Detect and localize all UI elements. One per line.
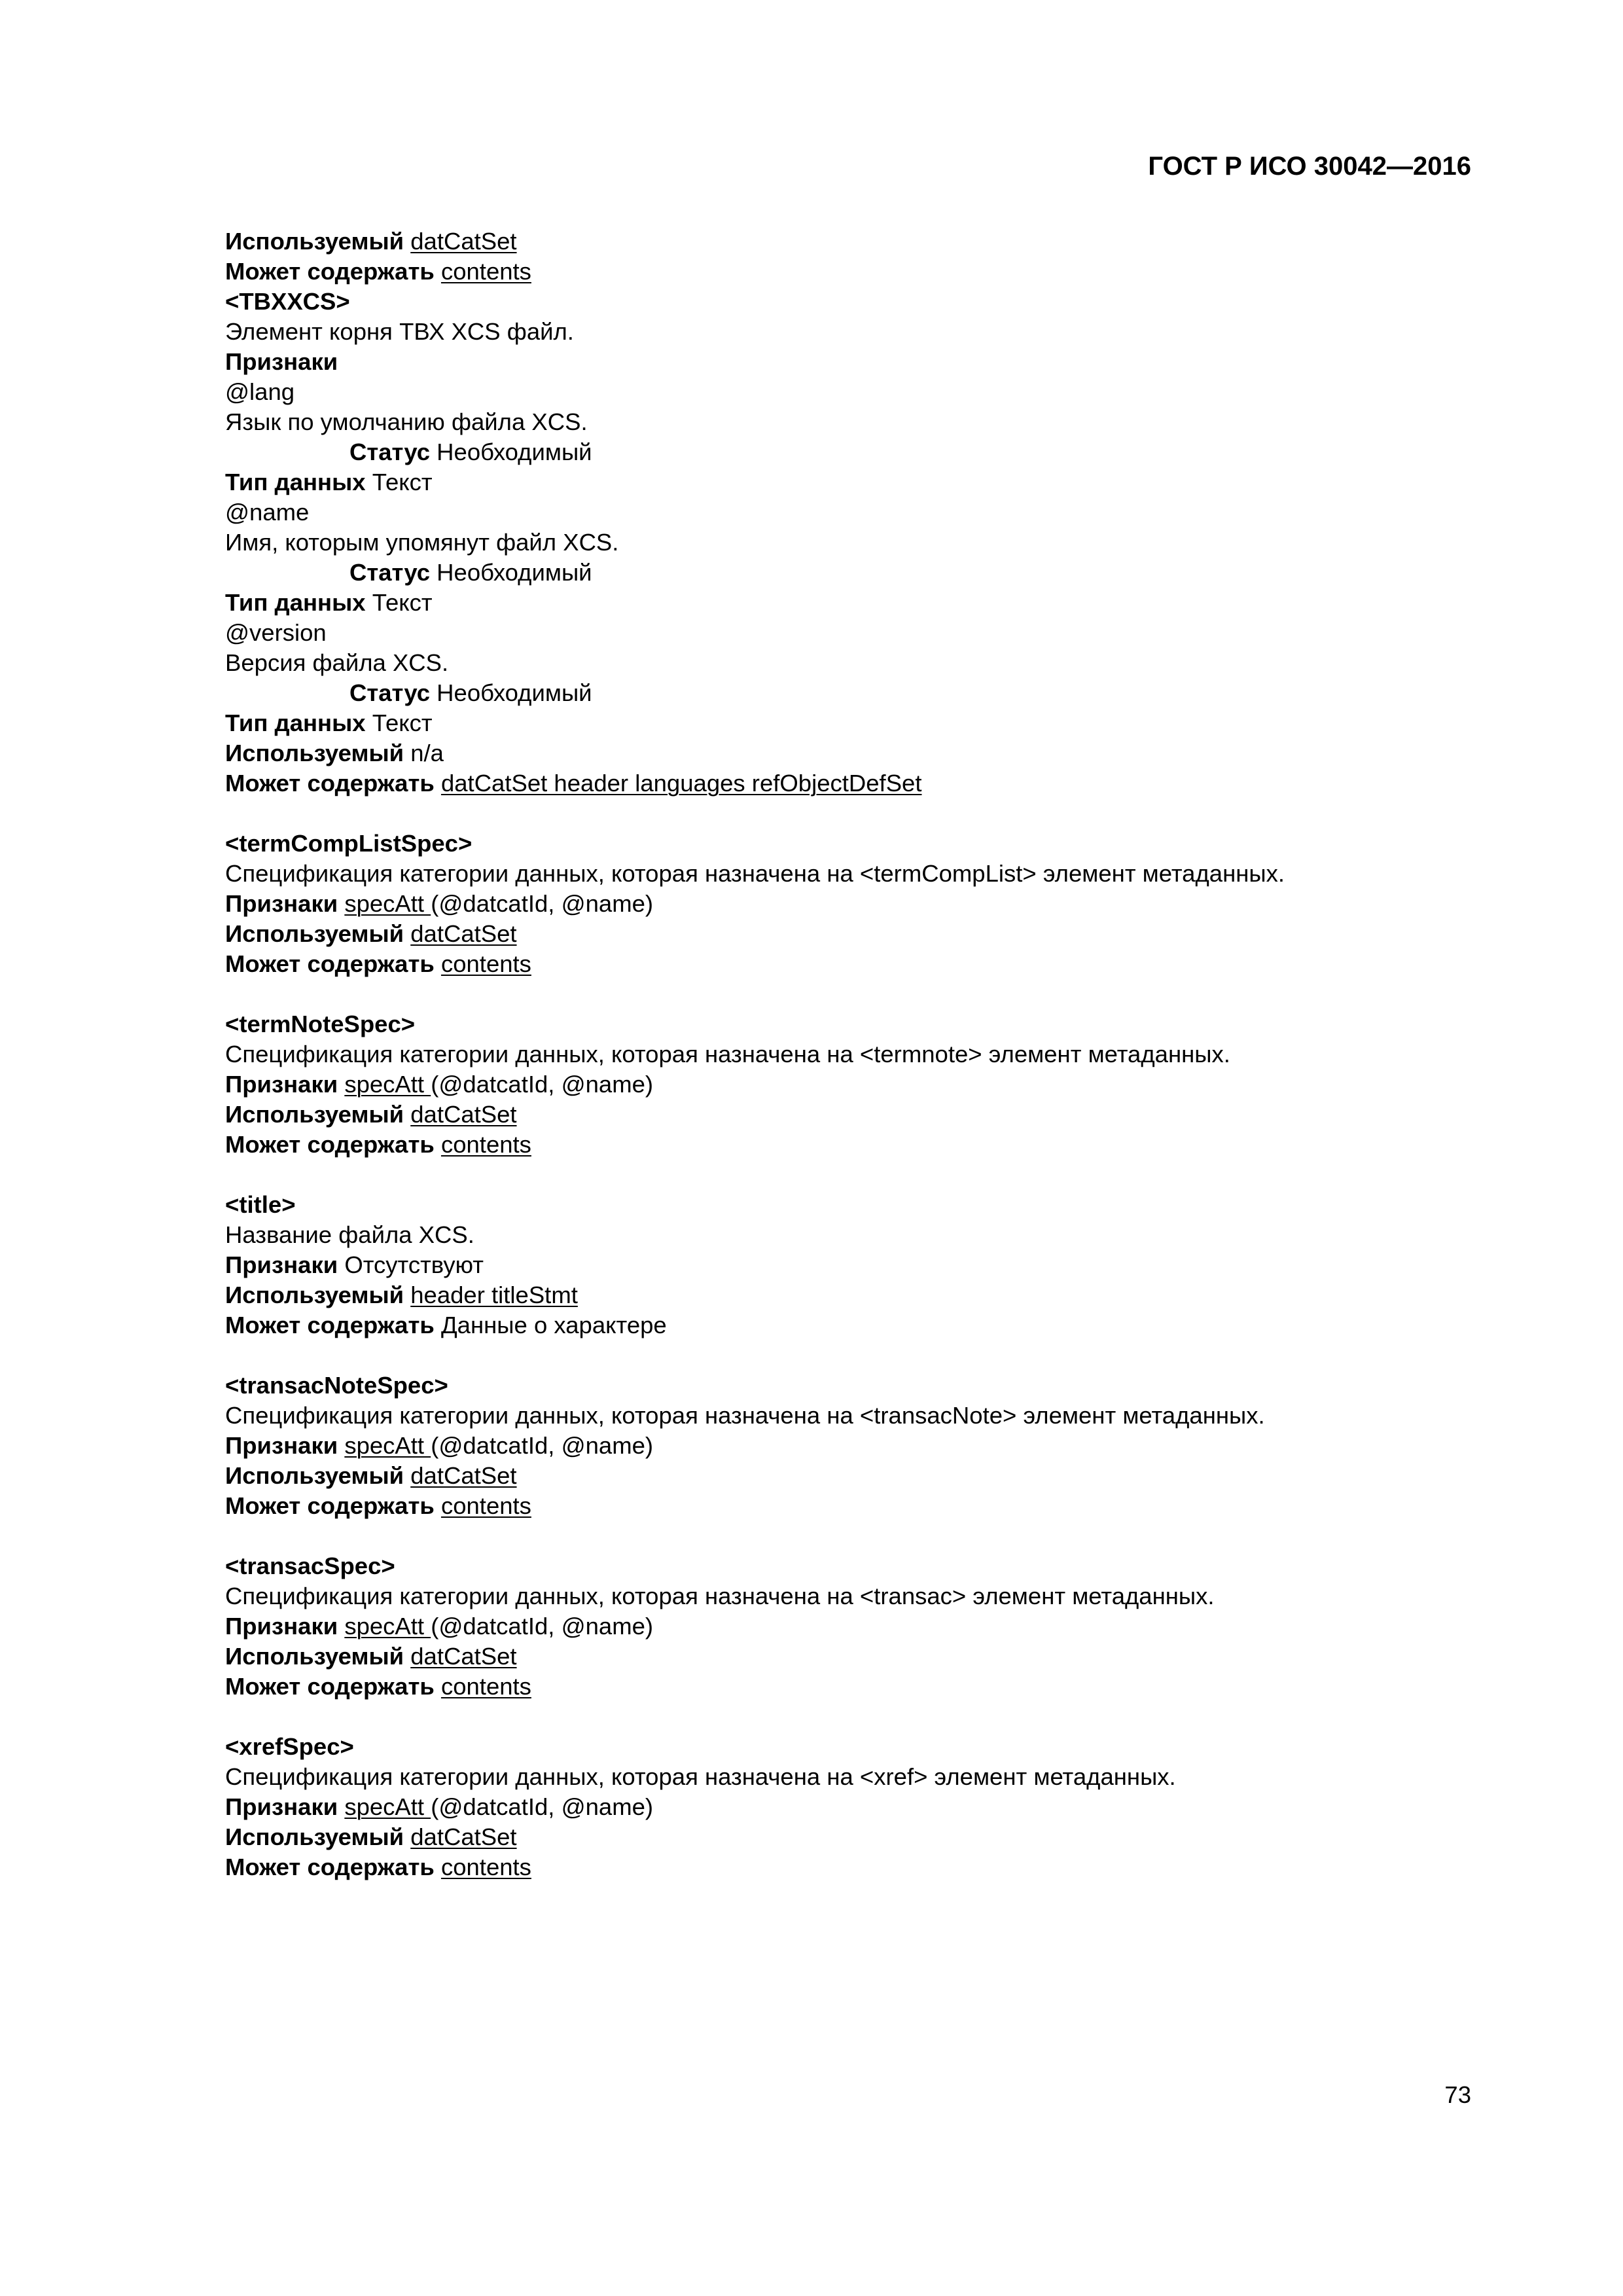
specatt-link[interactable]: specAtt — [344, 1071, 431, 1098]
used-line: Используемый n/a — [225, 740, 444, 766]
contains-link[interactable]: datCatSet header languages refObjectDefSet — [440, 770, 922, 797]
datcatset-link[interactable]: datCatSet — [410, 228, 517, 255]
attributes-heading: Признаки — [225, 348, 338, 375]
attribute-description: Имя, которым упомянут файл XCS. — [225, 529, 619, 556]
element-heading-title: <title> — [225, 1191, 296, 1218]
used-line: Используемый datCatSet — [225, 1643, 517, 1670]
document-body — [225, 226, 1501, 1882]
specatt-link[interactable]: specAtt — [344, 1432, 431, 1459]
element-description: Название файла XCS. — [225, 1221, 474, 1248]
attribute-name: @name — [225, 499, 310, 526]
used-line: Используемый datCatSet — [225, 228, 517, 255]
contents-link[interactable]: contents — [440, 1854, 531, 1880]
datcatset-link[interactable]: datCatSet — [410, 1462, 517, 1489]
element-heading-termcomplistspec: <termCompListSpec> — [225, 830, 473, 857]
attribute-datatype: Тип данных Текст — [225, 589, 433, 616]
contains-line: Может содержать datCatSet header languages refObjectDefSet — [225, 770, 922, 797]
attributes-line: Признаки specAtt (@datcatId, @name) — [225, 1793, 654, 1820]
header-titlestmt-link[interactable]: header titleStmt — [410, 1282, 578, 1308]
element-heading-tbxxcs: <TBXXCS> — [225, 288, 350, 315]
specatt-link[interactable]: specAtt — [344, 1793, 431, 1820]
page-header: ГОСТ Р ИСО 30042—2016 — [1148, 152, 1471, 181]
element-description: Элемент корня ТВХ XCS файл. — [225, 318, 574, 345]
used-line: Используемый datCatSet — [225, 1462, 517, 1489]
attribute-status: Статус Необходимый — [349, 679, 592, 706]
used-line: Используемый datCatSet — [225, 1823, 517, 1850]
attribute-status: Статус Необходимый — [349, 559, 592, 586]
used-line: Используемый header titleStmt — [225, 1282, 578, 1308]
element-description: Спецификация категории данных, которая назначена на <transacNote> элемент метаданных. — [225, 1402, 1265, 1429]
attributes-line: Признаки specAtt (@datcatId, @name) — [225, 890, 654, 917]
specatt-link[interactable]: specAtt — [344, 890, 431, 917]
attribute-status: Статус Необходимый — [349, 439, 592, 465]
attribute-datatype: Тип данных Текст — [225, 469, 433, 495]
attribute-description: Язык по умолчанию файла XCS. — [225, 408, 588, 435]
element-description: Спецификация категории данных, которая назначена на <xref> элемент метаданных. — [225, 1763, 1176, 1790]
element-heading-termnotespec: <termNoteSpec> — [225, 1011, 416, 1037]
element-description: Спецификация категории данных, которая назначена на <termCompList> элемент метаданных. — [225, 860, 1285, 887]
datcatset-link[interactable]: datCatSet — [410, 1823, 517, 1850]
used-line: Используемый datCatSet — [225, 1101, 517, 1128]
attributes-line: Признаки specAtt (@datcatId, @name) — [225, 1432, 654, 1459]
attributes-line: Признаки specAtt (@datcatId, @name) — [225, 1613, 654, 1640]
datcatset-link[interactable]: datCatSet — [410, 1643, 517, 1670]
page-number: 73 — [1444, 2081, 1471, 2108]
attributes-line: Признаки specAtt (@datcatId, @name) — [225, 1071, 654, 1098]
contains-line: Может содержать contents — [225, 1131, 531, 1158]
contains-line: Может содержать contents — [225, 1854, 531, 1880]
attribute-description: Версия файла XCS. — [225, 649, 449, 676]
contains-line: Может содержать contents — [225, 950, 531, 977]
contents-link[interactable]: contents — [440, 950, 531, 977]
specatt-link[interactable]: specAtt — [344, 1613, 431, 1640]
contents-link[interactable]: contents — [440, 1492, 531, 1519]
contains-line: Может содержать contents — [225, 1673, 531, 1700]
datcatset-link[interactable]: datCatSet — [410, 920, 517, 947]
contains-line: Может содержать contents — [225, 1492, 531, 1519]
attribute-name: @version — [225, 619, 327, 646]
element-description: Спецификация категории данных, которая назначена на <transac> элемент метаданных. — [225, 1583, 1215, 1609]
element-heading-xrefspec: <xrefSpec> — [225, 1733, 354, 1760]
datcatset-link[interactable]: datCatSet — [410, 1101, 517, 1128]
element-heading-transacspec: <transacSpec> — [225, 1552, 395, 1579]
contains-line: Может содержать contents — [225, 258, 531, 285]
contents-link[interactable]: contents — [440, 258, 531, 285]
attribute-name: @lang — [225, 378, 295, 405]
element-heading-transacnotespec: <transacNoteSpec> — [225, 1372, 448, 1399]
attributes-line: Признаки Отсутствуют — [225, 1251, 484, 1278]
attribute-datatype: Тип данных Текст — [225, 709, 433, 736]
used-line: Используемый datCatSet — [225, 920, 517, 947]
contents-link[interactable]: contents — [440, 1673, 531, 1700]
contains-line: Может содержать Данные о характере — [225, 1312, 667, 1338]
contents-link[interactable]: contents — [440, 1131, 531, 1158]
element-description: Спецификация категории данных, которая назначена на <termnote> элемент метаданных. — [225, 1041, 1230, 1067]
